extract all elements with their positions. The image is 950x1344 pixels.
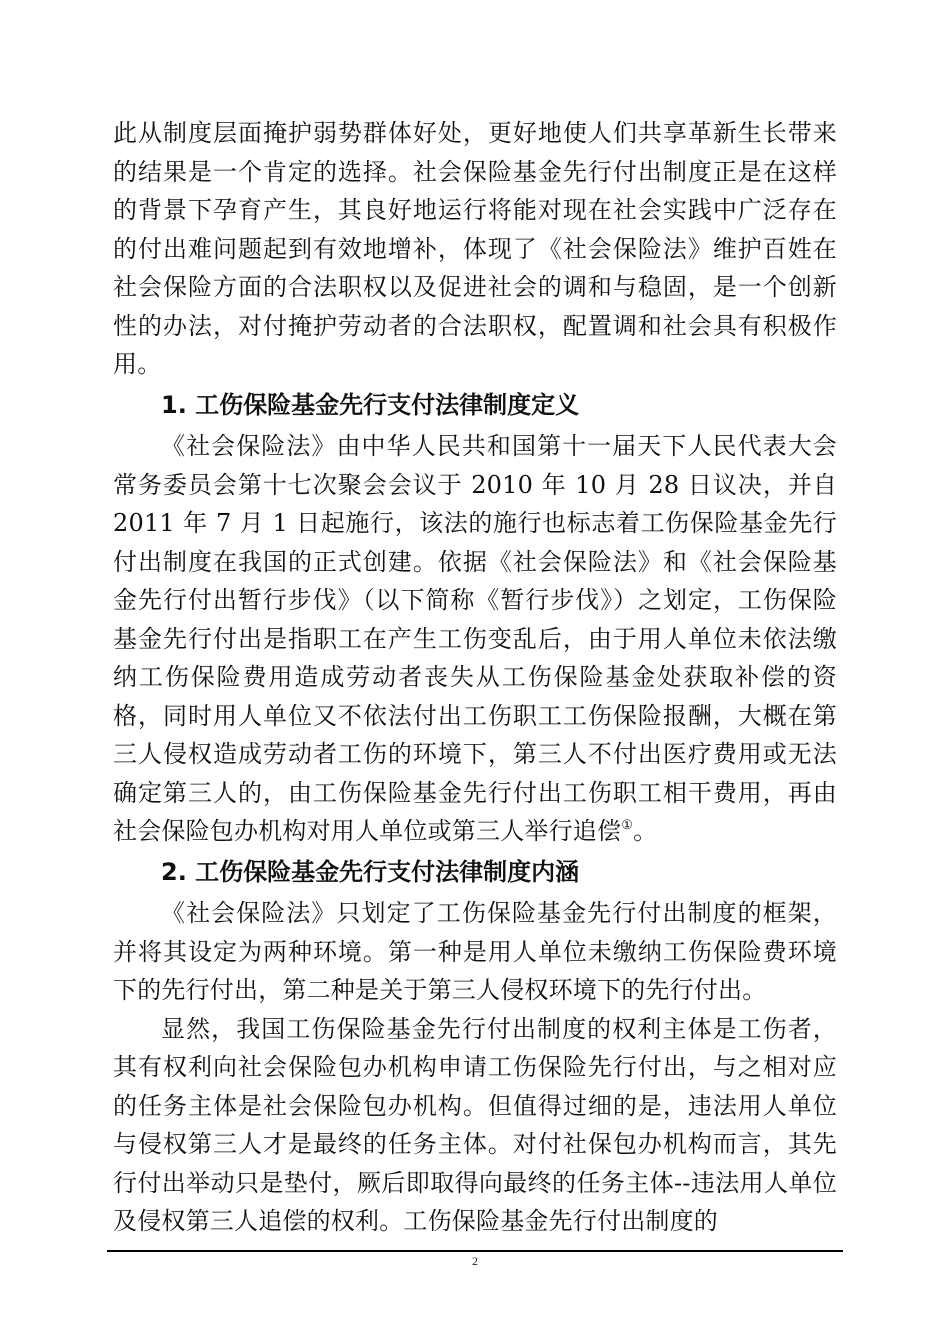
section-heading-connotation: 2. 工伤保险基金先行支付法律制度内涵 xyxy=(161,857,580,886)
paragraph-intro: 此从制度层面掩护弱势群体好处，更好地使人们共享革新生长带来的结果是一个肯定的选择。社会保险基金先行付出制度正是在这样的背景下孕育产生，其良好地运行将能对现在社会实践中广泛存在的付出难问题起到有效地增补，体现了《社会保险法》维护百姓在社会保险方面的合法职权以及促进社会的调和与稳固，是一个创新性的办法，对付掩护劳动者的合法职权，配置调和社会具有积极作用。 xyxy=(113,119,837,378)
page-number: 2 xyxy=(472,1254,478,1268)
footer-divider xyxy=(107,1250,843,1252)
footnote-marker[interactable]: ① xyxy=(621,818,634,833)
paragraph-definition xyxy=(113,427,837,851)
paragraph-definition-end: 。 xyxy=(633,817,658,845)
paragraph-subjects: 显然，我国工伤保险基金先行付出制度的权利主体是工伤者，其有权利向社会保险包办机构申请工伤保险先行付出，与之相对应的任务主体是社会保险包办机构。但值得过细的是，违法用人单位与侵权第三人才是最终的任务主体。对付社保包办机构而言，其先行付出举动只是垫付，厥后即取得向最终的任务主体--违法用人单位及侵权第三人追偿的权利。工伤保险基金先行付出制度的 xyxy=(113,1014,837,1235)
document-body xyxy=(113,114,837,1241)
section-heading-definition: 1. 工伤保险基金先行支付法律制度定义 xyxy=(161,390,580,419)
paragraph-definition-text: 《社会保险法》由中华人民共和国第十一届天下人民代表大会常务委员会第十七次聚会会议于 2010 年 10 月 28 日议决，并自 2011 年 7 月 1 日起施行，该法的施行也标志着工伤保险基金先行付出制度在我国的正式创建。依据《社会保险法》和《社会保险基金先行付出暂行步伐》（以下简称《暂行步伐》）之划定，工伤保险基金先行付出是指职工在产生工伤变乱后，由于用人单位未依法缴纳工伤保险费用造成劳动者丧失从工伤保险基金处获取补偿的资格，同时用人单位又不依法付出工伤职工工伤保险报酬，大概在第三人侵权造成劳动者工伤的环境下，第三人不付出医疗费用或无法确定第三人的，由工伤保险基金先行付出工伤职工相干费用，再由社会保险包办机构对用人单位或第三人举行追偿 xyxy=(113,432,837,845)
paragraph-framework: 《社会保险法》只划定了工伤保险基金先行付出制度的框架，并将其设定为两种环境。第一种是用人单位未缴纳工伤保险费环境下的先行付出，第二种是关于第三人侵权环境下的先行付出。 xyxy=(113,899,837,1004)
